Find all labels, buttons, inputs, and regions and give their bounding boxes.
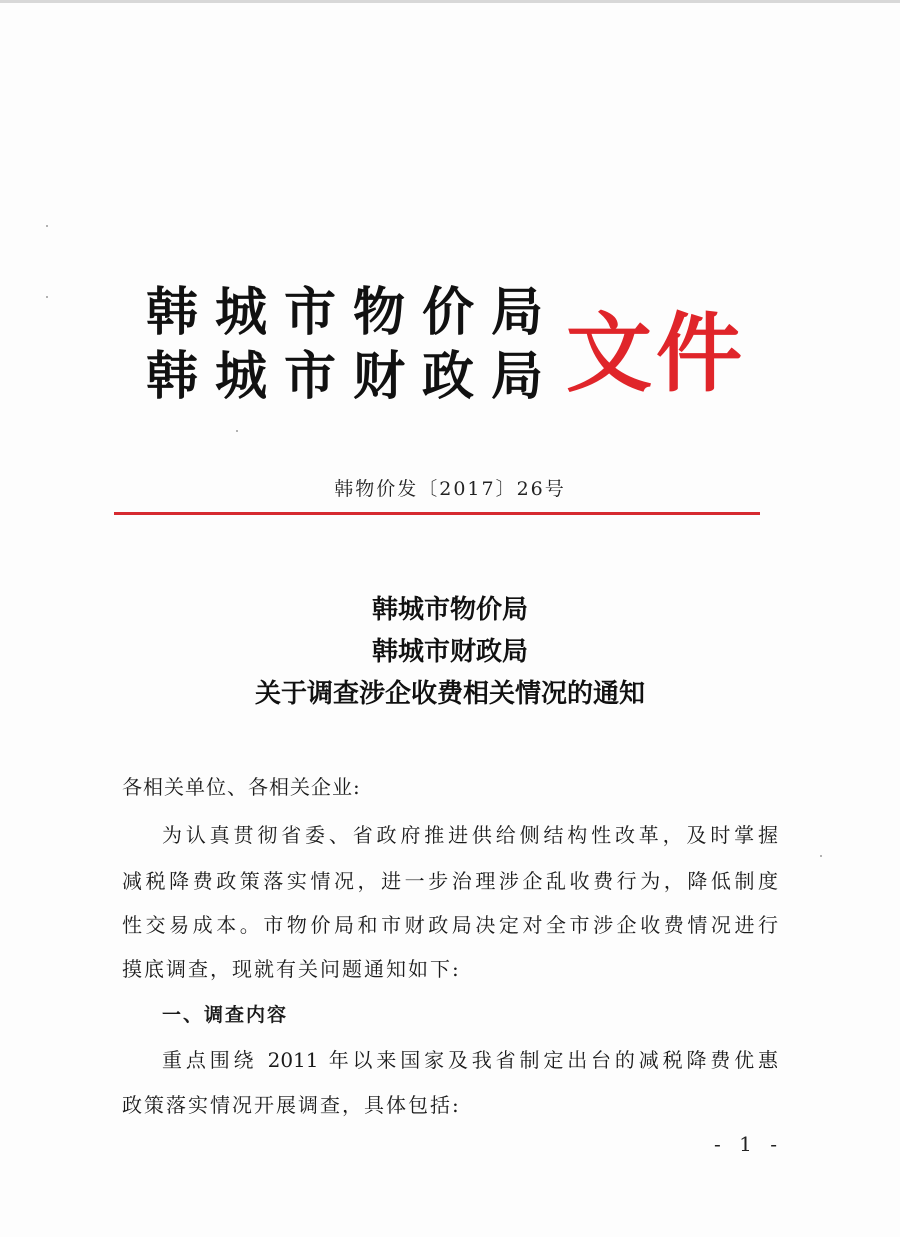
paragraph-1-line: 为认真贯彻省委、省政府推进供给侧结构性改革，及时掌握 — [162, 823, 778, 847]
title-line-2: 韩城市财政局 — [371, 637, 528, 667]
red-header-rule — [114, 512, 760, 515]
scan-top-edge — [0, 0, 900, 3]
title-line-1: 韩城市物价局 — [371, 595, 528, 625]
document-mark: 文件 — [566, 304, 746, 404]
scan-speck — [46, 296, 48, 298]
paragraph-1-line: 减税降费政策落实情况，进一步治理涉企乱收费行为，降低制度 — [122, 869, 778, 893]
paragraph-1-line: 摸底调查，现就有关问题通知如下: — [122, 957, 461, 981]
document-number: 韩物价发〔2017〕26号 — [334, 478, 566, 500]
page-number: - 1 - — [714, 1132, 783, 1156]
title-line-3: 关于调查涉企收费相关情况的通知 — [254, 679, 645, 709]
issuer-line-1: 韩城市物价局 — [146, 283, 561, 343]
paragraph-2-line: 政策落实情况开展调查，具体包括: — [122, 1093, 461, 1117]
salutation: 各相关单位、各相关企业: — [122, 775, 361, 799]
scan-speck — [820, 855, 822, 857]
paragraph-2-line: 重点围绕 2011 年以来国家及我省制定出台的减税降费优惠 — [162, 1048, 778, 1072]
issuer-line-2: 韩城市财政局 — [146, 347, 561, 407]
paragraph-1-line: 性交易成本。市物价局和市财政局决定对全市涉企收费情况进行 — [122, 913, 778, 937]
section-heading: 一、调查内容 — [162, 1004, 289, 1026]
scan-speck — [46, 225, 48, 227]
scan-speck — [236, 430, 238, 432]
